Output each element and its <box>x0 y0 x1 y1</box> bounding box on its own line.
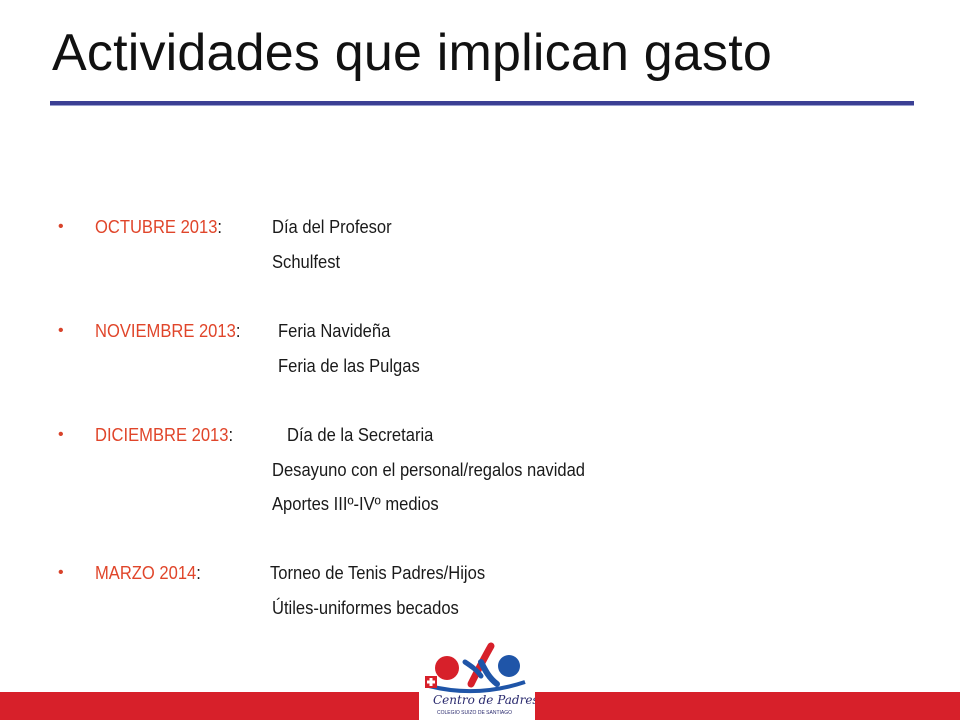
entry-octubre <box>95 216 222 238</box>
logo-script-text: Centro de Padres <box>433 693 535 707</box>
activity-item: Aportes IIIº-IVº medios <box>272 494 439 514</box>
activity-item: Día del Profesor <box>272 217 392 237</box>
month-label: NOVIEMBRE 2013 <box>95 321 236 341</box>
activity-item: Feria Navideña <box>278 321 391 341</box>
colon: : <box>217 217 223 237</box>
month-label: MARZO 2014 <box>95 563 197 583</box>
activity-item: Día de la Secretaria <box>287 425 434 445</box>
activity-item: Feria de las Pulgas <box>278 356 420 376</box>
centro-de-padres-logo <box>419 632 535 720</box>
month-label: OCTUBRE 2013 <box>95 217 218 237</box>
logo-blue-dot <box>498 655 520 677</box>
month-label: DICIEMBRE 2013 <box>95 425 229 445</box>
bullet: • <box>58 564 64 581</box>
activity-item: Útiles-uniformes becados <box>272 598 459 618</box>
title-underline <box>50 101 914 106</box>
activity-item: Torneo de Tenis Padres/Hijos <box>270 563 486 583</box>
logo-red-dot <box>435 656 459 680</box>
activity-item: Schulfest <box>272 252 341 272</box>
entry-diciembre <box>95 424 233 446</box>
colon: : <box>196 563 201 583</box>
bullet: • <box>58 218 64 235</box>
logo-subtext: COLEGIO SUIZO DE SANTIAGO <box>437 710 513 716</box>
entry-marzo <box>95 562 201 584</box>
activity-item: Desayuno con el personal/regalos navidad <box>272 460 586 480</box>
colon: : <box>235 321 241 341</box>
slide-title: Actividades que implican gasto <box>52 24 772 82</box>
colon: : <box>228 425 234 445</box>
bullet: • <box>58 322 64 339</box>
logo-graphic <box>419 632 535 720</box>
bullet: • <box>58 426 64 443</box>
entry-noviembre <box>95 320 240 342</box>
